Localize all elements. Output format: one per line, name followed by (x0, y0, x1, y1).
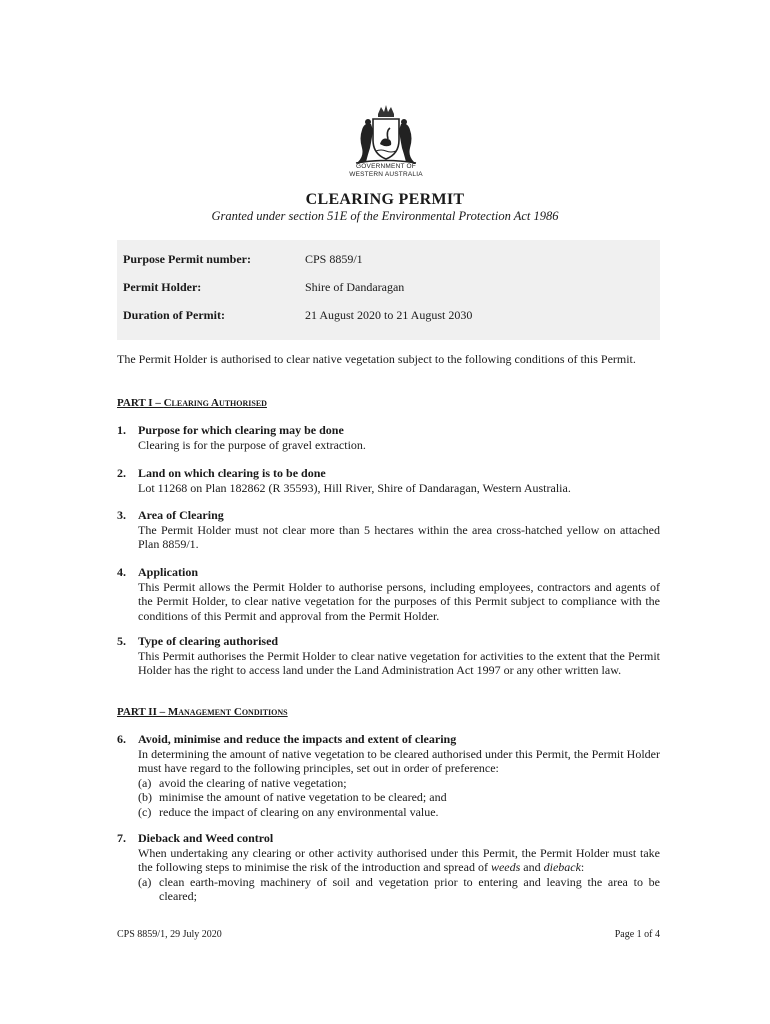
part-2-heading (117, 706, 288, 718)
crest-caption-line2: WESTERN AUSTRALIA (349, 170, 423, 178)
condition-text-part: : (580, 860, 585, 874)
permit-holder-row (117, 280, 660, 300)
condition-number: 7. (117, 831, 126, 845)
condition-number: 5. (117, 634, 126, 648)
condition-number: 2. (117, 466, 126, 480)
permit-holder-value: Shire of Dandaragan (305, 280, 405, 294)
condition-heading: Application (138, 565, 199, 579)
condition-text: This Permit authorises the Permit Holder to clear native vegetation for activities to the extent that the Permit Holder has the right to access land under the Land Administration Act 1997 or any other written law. (138, 648, 660, 677)
permit-duration-label: Duration of Permit: (123, 308, 225, 322)
document-subtitle: Granted under section 51E of the Environmental Protection Act 1986 (211, 209, 559, 223)
permit-number-value: CPS 8859/1 (305, 252, 363, 266)
crest-caption-line1: GOVERNMENT OF (356, 163, 416, 170)
permit-number-label: Purpose Permit number: (123, 252, 251, 266)
condition-heading: Avoid, minimise and reduce the impacts and extent of clearing (138, 732, 457, 746)
condition-heading: Area of Clearing (138, 508, 224, 522)
sub-item-text: avoid the clearing of native vegetation; (159, 775, 347, 790)
sub-item-label: (c) (138, 804, 152, 819)
condition-body (138, 747, 660, 820)
condition-heading: Purpose for which clearing may be done (138, 423, 344, 437)
weeds-term: weeds (490, 860, 521, 874)
condition-sub-item (138, 776, 660, 791)
part-1-heading (117, 397, 267, 409)
part-2-title: Management Conditions (167, 706, 288, 718)
condition-number: 6. (117, 732, 126, 746)
condition-sub-item (138, 790, 660, 805)
condition-text-part: When undertaking any clearing or other activity authorised under this Permit, the Permit Holder must take the following steps to minimise the risk of the introduction and spread of (138, 845, 660, 874)
permit-duration-value: 21 August 2020 to 21 August 2030 (305, 308, 473, 322)
condition-sub-item (138, 805, 660, 820)
document-title: CLEARING PERMIT (305, 191, 465, 208)
permit-details-box (117, 240, 660, 340)
condition-sub-item (138, 875, 660, 904)
sub-item-label: (a) (138, 874, 152, 889)
condition-text-part: and (520, 860, 544, 874)
condition-text: Lot 11268 on Plan 182862 (R 35593), Hill River, Shire of Dandaragan, Western Australia. (138, 480, 571, 495)
part-1-title: Clearing Authorised (163, 397, 267, 409)
page-number: Page 1 of 4 (614, 929, 660, 940)
condition-text: The Permit Holder must not clear more than 5 hectares within the area cross-hatched yellow on attached Plan 8859/1. (138, 522, 660, 551)
sub-item-label: (b) (138, 790, 152, 804)
sub-item-text: reduce the impact of clearing on any environmental value. (159, 804, 439, 819)
condition-heading: Type of clearing authorised (138, 634, 279, 648)
condition-text (138, 846, 660, 875)
condition-number: 1. (117, 423, 126, 437)
permit-duration-row (117, 308, 660, 328)
part-1-prefix: PART I – (117, 397, 164, 409)
condition-heading: Dieback and Weed control (138, 831, 274, 845)
permit-number-row (117, 252, 660, 272)
part-2-prefix: PART II – (117, 706, 168, 718)
crest-caption (336, 163, 436, 178)
condition-body (138, 846, 660, 904)
sub-item-label: (a) (138, 775, 152, 790)
condition-text: In determining the amount of native vegetation to be cleared authorised under this Permit, the Permit Holder must have regard to the following principles, set out in order of preference: (138, 746, 660, 775)
condition-number: 4. (117, 565, 126, 579)
footer-reference: CPS 8859/1, 29 July 2020 (117, 929, 222, 940)
condition-heading: Land on which clearing is to be done (138, 466, 326, 480)
sub-item-text: clean earth-moving machinery of soil and vegetation prior to entering and leaving the area to be cleared; (159, 874, 660, 903)
permit-holder-label: Permit Holder: (123, 280, 202, 294)
dieback-term: dieback (543, 860, 581, 874)
condition-number: 3. (117, 508, 126, 522)
condition-text: Clearing is for the purpose of gravel extraction. (138, 437, 366, 452)
intro-paragraph: The Permit Holder is authorised to clear native vegetation subject to the following conditions of this Permit. (117, 352, 636, 366)
condition-text: This Permit allows the Permit Holder to authorise persons, including employees, contractors and agents of the Permit Holder, to clear native vegetation for the purposes of this Permit subject to compliance with the conditions of this Permit and approval from the Permit Holder. (138, 579, 660, 623)
sub-item-text: minimise the amount of native vegetation to be cleared; and (159, 790, 447, 804)
